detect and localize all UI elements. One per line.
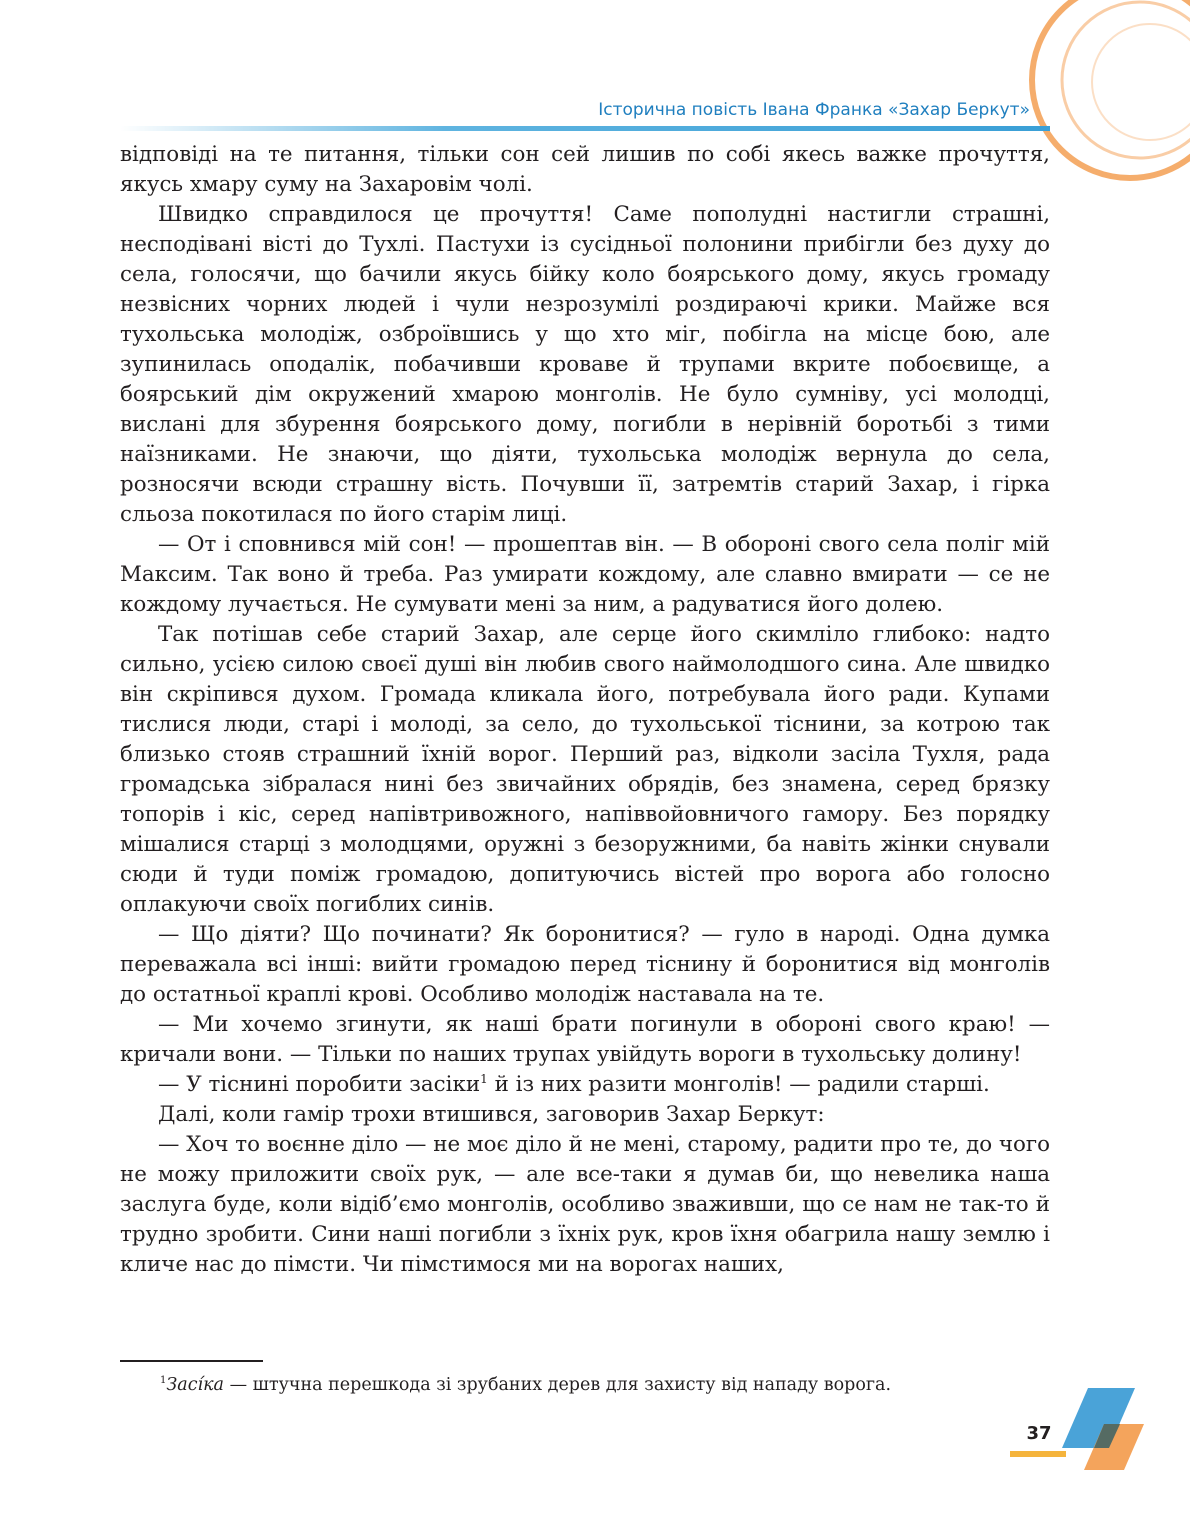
footnote-term: Засíка	[166, 1374, 224, 1395]
footnote-marker: 1	[160, 1375, 167, 1386]
story-text	[120, 140, 1050, 1280]
header-rule	[120, 126, 1050, 131]
paragraph: — Хоч то воєнне діло — не моє діло й не мені, старому, радити про те, до чого не можу приложити своїх рук, — але все-таки я думав би, що невелика наша заслуга буде, коли відіб’ємо монголів, особливо зваживши, що се нам не так-то й трудно зробити. Сини наші погибли з їхніх рук, кров їхня обагрила нашу землю і кличе нас до пімсти. Чи пімстимося ми на ворогах наших,	[120, 1132, 1050, 1277]
paragraph: відповіді на те питання, тільки сон сей лишив по собі якесь важке прочуття, якусь хмару суму на Захаровім чолі.	[120, 142, 1050, 197]
chapter-header-title: Історична повість Івана Франка «Захар Беркут»	[598, 100, 1030, 120]
corner-rings-ornament	[1032, 0, 1190, 178]
paragraph: Швидко справдилося це прочуття! Саме пополудні настигли страшні, несподівані вісті до Тухлі. Пастухи із сусідньої полонини прибігли без духу до села, голосячи, що бачили якусь бійку коло боярського дому, якусь громаду незвісних чорних людей і чули незрозумілі роздираючі крики. Майже вся тухольська молодіж, озброївшись у що хто міг, побігла на місце бою, але зупинилась оподалік, побачивши кроваве й трупами вкрите побоєвище, а боярський дім окружений хмарою монголів. Не було сумніву, усі молодці, вислані для збурення боярського дому, погибли в нерівній боротьбі з тими наїзниками. Не знаючи, що діяти, тухольська молодіж вернула до села, розносячи всюди страшну вість. Почувши її, затремтів старий Захар, і гірка сльоза покотилася по його старім лиці.	[120, 202, 1050, 527]
footnote-separator	[120, 1360, 263, 1362]
paragraph: Далі, коли гамір трохи втишився, заговорив Захар Беркут:	[158, 1102, 825, 1127]
footnote-definition: — штучна перешкода зі зрубаних дерев для захисту від нападу ворога.	[224, 1374, 892, 1395]
paragraph-with-footnote-ref	[120, 1070, 1050, 1100]
paragraph: Так потішав себе старий Захар, але серце його скимліло глибоко: надто сильно, усією силою своєї душі він любив свого наймолодшого сина. Але швидко він скріпився духом. Громада кликала його, потребувала його ради. Купами тислися люди, старі і молоді, за село, до тухольської тіснини, за котрою так близько стояв страшний їхній ворог. Перший раз, відколи засіла Тухля, рада громадська зібралася нині без звичайних обрядів, без знамена, серед брязку топорів і кіс, серед напівтривожного, напіввойовничого гамору. Без порядку мішалися старці з молодцями, оружні з безоружними, ба навіть жінки снували сюди й туди поміж громадою, допитуючись вістей про ворога або голосно оплакуючи своїх погиблих синів.	[120, 622, 1050, 917]
paragraph-text: й із них разити монголів! — радили старші.	[487, 1072, 990, 1097]
footnote	[160, 1369, 1040, 1397]
paragraph-text: — У тіснині поробити засіки	[158, 1072, 481, 1097]
paragraph: — Що діяти? Що починати? Як боронитися? — гуло в народі. Одна думка переважала всі інші: вийти громадою перед тіснину й боронитися від монголів до остатньої краплі крові. Особливо молодіж наставала на те.	[120, 922, 1050, 1007]
paragraph: — От і сповнився мій сон! — прошептав він. — В обороні свого села поліг мій Максим. Так воно й треба. Раз умирати кождому, але славно вмирати — се не кождому лучається. Не сумувати мені за ним, а радуватися його долею.	[120, 532, 1050, 617]
paragraph: — Ми хочемо згинути, як наші брати погинули в обороні свого краю! — кричали вони. — Тільки по наших трупах увійдуть вороги в тухольську долину!	[120, 1012, 1050, 1067]
page-number: 37	[1026, 1423, 1052, 1444]
footnote-reference[interactable]: 1	[480, 1071, 488, 1086]
